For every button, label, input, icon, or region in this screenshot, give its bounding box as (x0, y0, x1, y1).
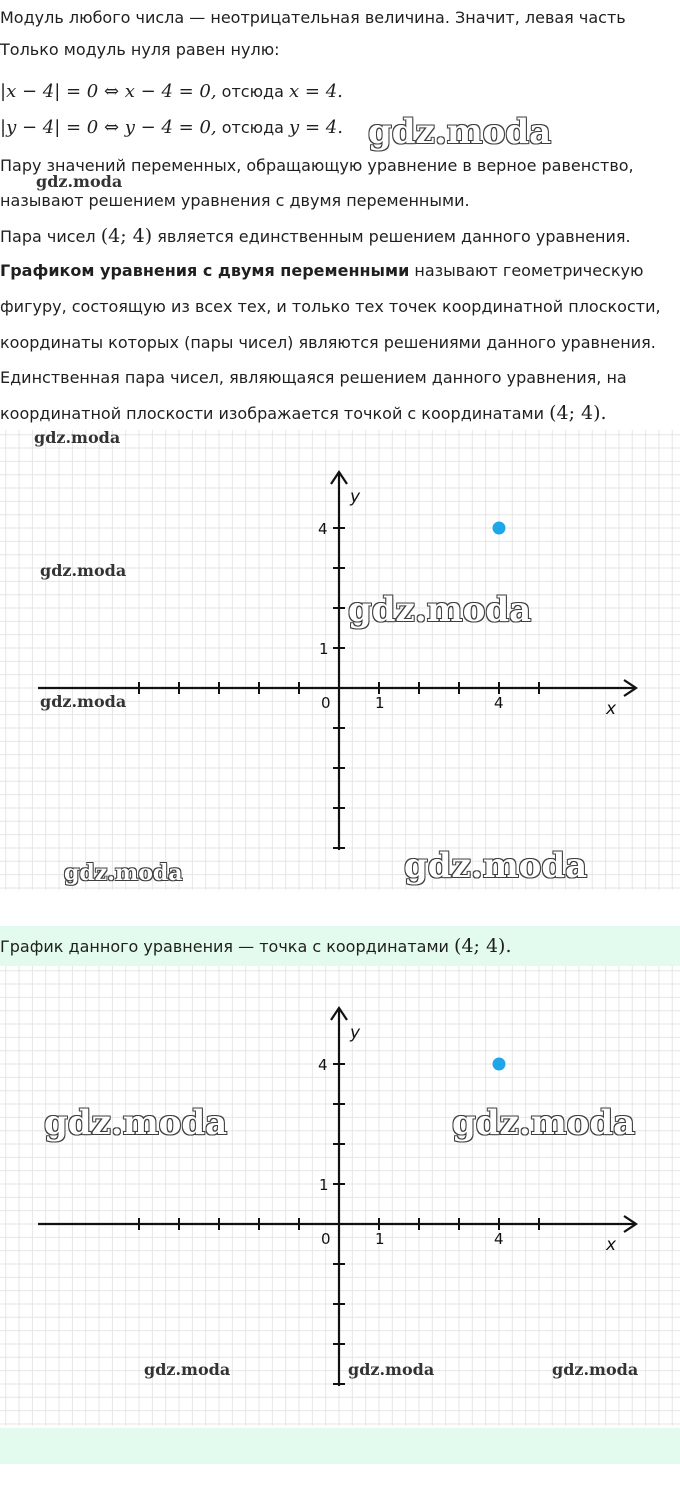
equation-x (0, 82, 343, 102)
x-tick-label: 1 (375, 1230, 385, 1248)
paragraph-line (0, 261, 643, 281)
y-axis-label: y (350, 1023, 361, 1043)
paragraph-line: Пару значений переменных, обращающую уравнение в верное равенство, (0, 156, 634, 175)
y-tick-label: 4 (318, 1056, 328, 1074)
equation-math: |x − 4| = 0 ⇔ x − 4 = 0, (0, 81, 217, 102)
coordinate-graph (0, 966, 680, 1426)
data-point (493, 1058, 506, 1071)
text-span: График данного уравнения — точка с координатами (0, 937, 455, 956)
watermark: gdz.moda (36, 172, 123, 191)
definition-term: Графиком уравнения с двумя переменными (0, 261, 410, 280)
y-tick-label: 1 (319, 1176, 329, 1194)
answer-text (0, 936, 512, 957)
x-tick-label: 4 (494, 694, 504, 712)
paragraph-line: Единственная пара чисел, являющаяся решением данного уравнения, на (0, 368, 627, 387)
y-tick-label: 4 (318, 520, 328, 538)
equation-result: y = 4. (289, 117, 343, 138)
text-span: Пара чисел (0, 227, 101, 246)
watermark: gdz.moda (552, 1360, 639, 1379)
math-span: (4; 4). (454, 935, 512, 957)
x-axis-label: x (606, 1235, 617, 1255)
watermark: gdz.moda (452, 1103, 636, 1143)
graph-svg (0, 966, 680, 1426)
y-tick-label: 1 (319, 640, 329, 658)
watermark: gdz.moda (348, 590, 532, 630)
watermark: gdz.moda (34, 428, 121, 447)
math-span: (4; 4) (100, 225, 153, 247)
answer-box (0, 926, 680, 966)
watermark: gdz.moda (368, 112, 552, 152)
origin-label: 0 (321, 1230, 331, 1248)
math-span: (4; 4). (549, 402, 607, 424)
coordinate-graph (0, 430, 680, 890)
watermark: gdz.moda (348, 1360, 435, 1379)
watermark: gdz.moda (44, 1103, 228, 1143)
graph-svg (0, 430, 680, 890)
paragraph-line: фигуру, состоящую из всех тех, и только тех точек координатной плоскости, (0, 297, 661, 316)
x-tick-label: 1 (375, 694, 385, 712)
text-span: является единственным решением данного уравнения. (152, 227, 631, 246)
paragraph-line (0, 403, 607, 424)
watermark: gdz.moda (404, 846, 588, 886)
origin-label: 0 (321, 694, 331, 712)
y-axis-label: y (350, 487, 361, 507)
text-span: координатной плоскости изображается точкой с координатами (0, 404, 550, 423)
paragraph-line: координаты которых (пары чисел) являются решениями данного уравнения. (0, 333, 656, 352)
paragraph-line: Только модуль нуля равен нулю: (0, 40, 280, 59)
text-span: называют геометрическую (409, 261, 644, 280)
watermark: gdz.moda (64, 860, 183, 886)
equation-y (0, 118, 343, 138)
watermark: gdz.moda (144, 1360, 231, 1379)
equation-text: отсюда (216, 118, 290, 137)
x-tick-label: 4 (494, 1230, 504, 1248)
data-point (493, 522, 506, 535)
paragraph-line: называют решением уравнения с двумя переменными. (0, 191, 470, 210)
watermark: gdz.moda (40, 561, 127, 580)
paragraph-line: Модуль любого числа — неотрицательная величина. Значит, левая часть (0, 8, 626, 27)
equation-text: отсюда (216, 82, 290, 101)
equation-result: x = 4. (289, 81, 343, 102)
paragraph-line (0, 226, 631, 247)
equation-math: |y − 4| = 0 ⇔ y − 4 = 0, (0, 117, 217, 138)
answer-box-footer (0, 1428, 680, 1464)
watermark: gdz.moda (40, 692, 127, 711)
x-axis-label: x (606, 699, 617, 719)
